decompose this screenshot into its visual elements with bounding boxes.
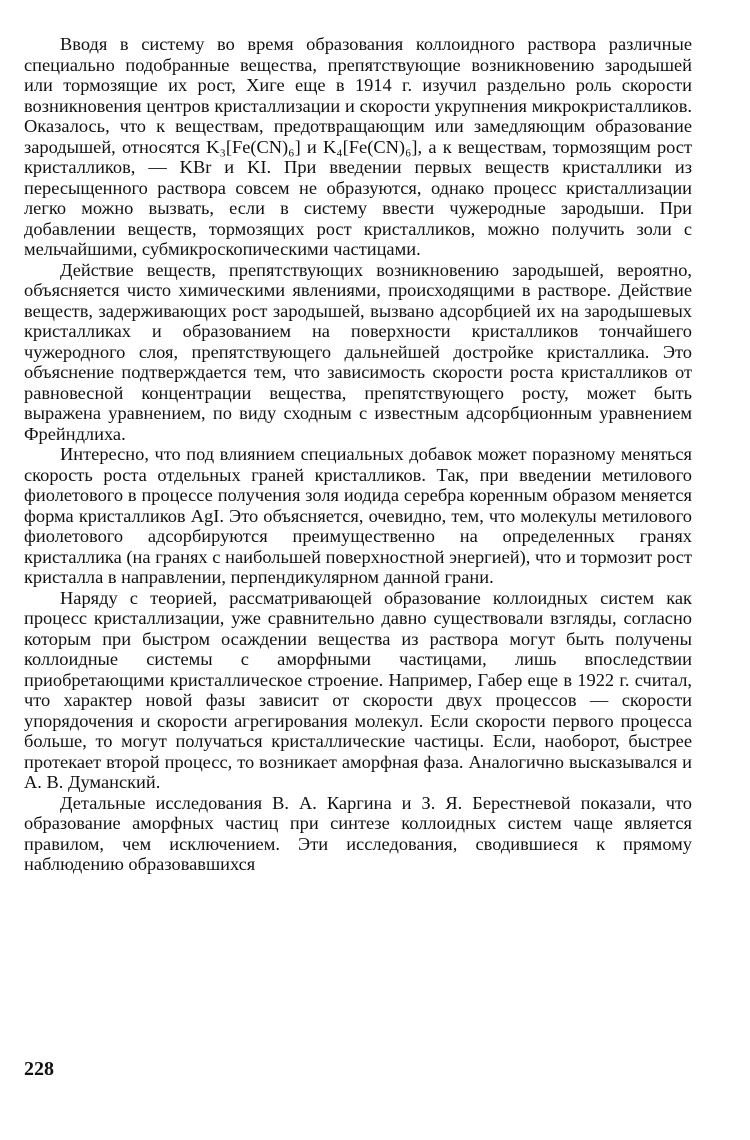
paragraph-2: Действие веществ, препятствующих возникновению зародышей, вероятно, объясняется чисто химическими явлениями, происходящими в растворе. Действие веществ, задерживающих рост зародышей, вызвано адсорбцией их на зародышевых кристалликах и образованием на поверхности кристалликов тончайшего чужеродного слоя, препятствующего дальнейшей достройке кристаллика. Это объяснение подтверждается тем, что зависимость скорости роста кристалликов от равновесной концентрации вещества, препятствующего росту, может быть выражена уравнением, по виду сходным с известным адсорбционным уравнением Фрейндлиха. [24,259,692,444]
paragraph-1: Вводя в систему во время образования коллоидного раствора различные специально подобранные вещества, препятствующие возникновению зародышей или тормозящие их рост, Хиге еще в 1914 г. изучил раздельно роль скорости возникновения центров кристаллизации и скорости укрупнения микрокристалликов. Оказалось, что к веществам, предотвращающим или замедляющим образование зародышей, относятся K₃[Fe(CN)₆] и K₄[Fe(CN)₆], а к веществам, тормозящим рост кристалликов, — KBr и KI. При введении первых веществ кристаллики из пересыщенного раствора совсем не образуются, однако процесс кристаллизации легко можно вызвать, если в систему ввести чужеродные зародыши. При добавлении веществ, тормозящих рост кристалликов, можно получить золи с мельчайшими, субмикроскопическими частицами. [24,34,692,259]
paragraph-4: Наряду с теорией, рассматривающей образование коллоидных систем как процесс кристаллизации, уже сравнительно давно существовали взгляды, согласно которым при быстром осаждении вещества из раствора могут быть получены коллоидные системы с аморфными частицами, лишь впоследствии приобретающими кристаллическое строение. Например, Габер еще в 1922 г. считал, что характер новой фазы зависит от скорости двух процессов — скорости упорядочения и скорости агрегирования молекул. Если скорости первого процесса больше, то могут получаться кристаллические частицы. Если, наоборот, быстрее протекает второй процесс, то возникает аморфная фаза. Аналогично высказывался и А. В. Думанский. [24,587,692,792]
paragraph-5: Детальные исследования В. А. Каргина и З. Я. Берестневой показали, что образование аморфных частиц при синтезе коллоидных систем чаще является правилом, чем исключением. Эти исследования, сводившиеся к прямому наблюдению образовавшихся [24,792,692,874]
paragraph-3: Интересно, что под влиянием специальных добавок может поразному меняться скорость роста отдельных граней кристалликов. Так, при введении метилового фиолетового в процессе получения золя иодида серебра коренным образом меняется форма кристалликов AgI. Это объясняется, очевидно, тем, что молекулы метилового фиолетового адсорбируются преимущественно на определенных гранях кристаллика (на гранях с наибольшей поверхностной энергией), что и тормозит рост кристалла в направлении, перпендикулярном данной грани. [24,444,692,587]
page-number: 228 [24,1058,54,1080]
page-text-block [24,34,692,875]
